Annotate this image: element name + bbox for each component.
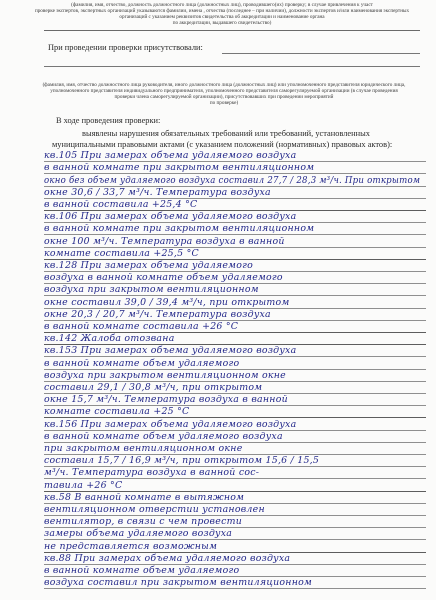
present-blank bbox=[44, 66, 420, 67]
handwritten-line: кв.128 При замерах объема удаляемого bbox=[44, 260, 253, 271]
handwritten-line: тавила +26 °С bbox=[44, 479, 123, 491]
handwritten-line: в ванной комнате объем удаляемого bbox=[44, 357, 240, 369]
legal-note-line: по аккредитации, выдавшего свидетельство) bbox=[172, 20, 272, 27]
handwritten-line: кв.58 В ванной комнате в вытяжном bbox=[44, 491, 245, 503]
separator-rule bbox=[44, 30, 420, 31]
handwritten-line: замеры объема удаляемого воздуха bbox=[44, 528, 233, 540]
legal-note-line: проверке экспертов, экспертных организаций указываются фамилии, имена , отчества (последнее – при наличии), должности экспертов и/или наименования экспертных bbox=[34, 8, 410, 15]
findings-intro bbox=[52, 128, 420, 150]
representatives-legal-note bbox=[28, 82, 420, 106]
present-label: При проведении проверки присутствовали: bbox=[48, 43, 203, 52]
handwritten-line: воздуха при закрытом вентиляционном окне bbox=[44, 369, 286, 381]
inspectors-legal-note bbox=[24, 2, 420, 26]
handwritten-line: кв.153 При замерах объема удаляемого воздуха bbox=[44, 345, 297, 357]
handwritten-line: комнате составила +25 °С bbox=[44, 406, 190, 418]
handwritten-line: м³/ч. Температура воздуха в ванной сос- bbox=[44, 467, 260, 479]
handwritten-line: воздуха в ванной комнате объем удаляемого bbox=[44, 272, 283, 284]
handwritten-line: окне 30,6 / 33,7 м³/ч. Температура воздуха bbox=[44, 186, 271, 198]
findings-lead: выявлены нарушения обязательных требований или требований, установленных bbox=[82, 129, 370, 138]
handwritten-line: кв.105 При замерах объема удаляемого воздуха bbox=[44, 150, 297, 162]
ruled-line bbox=[44, 588, 426, 589]
handwritten-line: в ванной комнате при закрытом вентиляционном bbox=[44, 223, 315, 235]
handwritten-line: в ванной комнате составила +26 °С bbox=[44, 321, 239, 332]
handwritten-line: в ванной составила +25,4 °С bbox=[44, 199, 198, 210]
legal-note-line: по проверке) bbox=[209, 100, 239, 107]
handwritten-line: окне 15,7 м³/ч. Температура воздуха в ванной bbox=[44, 394, 288, 406]
handwritten-line: окне 20,3 / 20,7 м³/ч. Температура воздуха bbox=[44, 308, 271, 320]
handwritten-line: при закрытом вентиляционном окне bbox=[44, 443, 243, 454]
legal-note-line: (фамилия, имя, отчество, должность должностного лица (должностных лиц), проводившего(их) проверку; в случае привлечения к участ bbox=[71, 2, 373, 8]
handwritten-findings bbox=[44, 149, 426, 600]
handwritten-line: кв.156 При замерах объема удаляемого воздуха bbox=[44, 418, 297, 430]
legal-note-line: проверки члена саморегулируемой организации), присутствовавших при проведении мероприятий bbox=[114, 94, 334, 101]
handwritten-line: окне составил 39,0 / 39,4 м³/ч, при открытом bbox=[44, 296, 290, 308]
handwritten-line: комнате составила +25,5 °С bbox=[44, 247, 199, 259]
handwritten-line: в ванной комнате объем удаляемого bbox=[44, 565, 240, 576]
present-blank bbox=[222, 53, 420, 54]
handwritten-line: в ванной комнате при закрытом вентиляционном bbox=[44, 162, 315, 174]
section-heading: В ходе проведения проверки: bbox=[56, 116, 161, 125]
legal-note-line: организаций с указанием реквизитов свидетельства об аккредитации и наименование органа bbox=[119, 14, 325, 21]
handwritten-line: кв.88 При замерах объема удаляемого воздуха bbox=[44, 552, 291, 564]
handwritten-line: воздуха при закрытом вентиляционном bbox=[44, 284, 259, 296]
handwritten-line: в ванной комнате объем удаляемого воздуха bbox=[44, 430, 283, 442]
findings-lead: муниципальными правовыми актами (с указанием положений (нормативных) правовых актов): bbox=[52, 140, 393, 150]
legal-note-line: (фамилия, имя, отчество должностного лица руководителя, иного должностного лица (должностных лиц) или уполномоченного представителя юридического лица, bbox=[42, 82, 406, 88]
handwritten-line: окне 100 м³/ч. Температура воздуха в ванной bbox=[44, 235, 285, 247]
legal-note-line: уполномоченного представителя индивидуального предпринимателя, уполномоченного представителя саморегулируемой организации (в случае проведения bbox=[50, 88, 398, 95]
handwritten-line: окно без объем удаляемого воздуха составил 27,7 / 28,3 м³/ч. При открытом bbox=[44, 174, 421, 186]
handwritten-line: вентилятор, в связи с чем провести bbox=[44, 516, 242, 528]
handwritten-line: не представляется возможным bbox=[44, 540, 218, 552]
handwritten-line: составил 29,1 / 30,8 м³/ч, при открытом bbox=[44, 382, 263, 393]
handwritten-line: составил 15,7 / 16,9 м³/ч, при открытом 15,6 / 15,5 bbox=[44, 455, 320, 467]
handwritten-line: кв.142 Жалоба отозвана bbox=[44, 333, 175, 345]
handwritten-line: воздуха составил при закрытом вентиляционном bbox=[44, 577, 313, 589]
handwritten-line: вентиляционном отверстии установлен bbox=[44, 504, 265, 515]
handwritten-line: кв.106 При замерах объема удаляемого воздуха bbox=[44, 211, 297, 223]
